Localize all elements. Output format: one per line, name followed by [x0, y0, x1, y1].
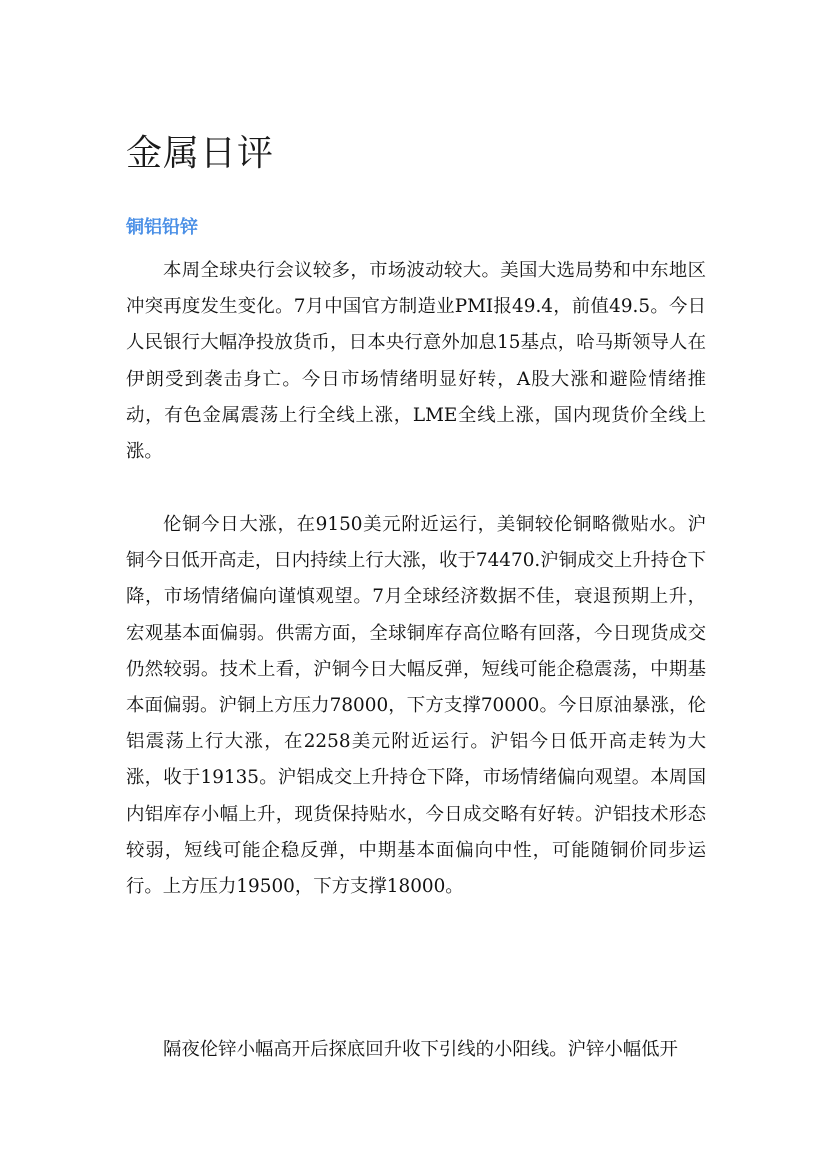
- paragraph-macro-overview: 本周全球央行会议较多，市场波动较大。美国大选局势和中东地区冲突再度发生变化。7月中国官方制造业PMI报49.4，前值49.5。今日人民银行大幅净投放货币，日本央行意外加息15基点，哈马斯领导人在伊朗受到袭击身亡。今日市场情绪明显好转，A股大涨和避险情绪推动，有色金属震荡上行全线上涨，LME全线上涨，国内现货价全线上涨。: [126, 260, 706, 463]
- paragraph-copper-aluminum: 伦铜今日大涨，在9150美元附近运行，美铜较伦铜略微贴水。沪铜今日低开高走，日内持续上行大涨，收于74470.沪铜成交上升持仓下降，市场情绪偏向谨慎观望。7月全球经济数据不佳，衰退预期上升，宏观基本面偏弱。供需方面，全球铜库存高位略有回落，今日现货成交仍然较弱。技术上看，沪铜今日大幅反弹，短线可能企稳震荡，中期基本面偏弱。沪铜上方压力78000，下方支撑70000。今日原油暴涨，伦铝震荡上行大涨，在2258美元附近运行。沪铝今日低开高走转为大涨，收于19135。沪铝成交上升持仓下降，市场情绪偏向观望。本周国内铝库存小幅上升，现货保持贴水，今日成交略有好转。沪铝技术形态较弱，短线可能企稳反弹，中期基本面偏向中性，可能随铜价同步运行。上方压力19500，下方支撑18000。: [126, 514, 706, 898]
- page-title: 金属日评: [126, 133, 275, 174]
- section-heading-copper-aluminum-lead-zinc: 铜铝铅锌: [126, 217, 198, 238]
- paragraph-zinc: 隔夜伦锌小幅高开后探底回升收下引线的小阳线。沪锌小幅低开: [163, 1039, 678, 1060]
